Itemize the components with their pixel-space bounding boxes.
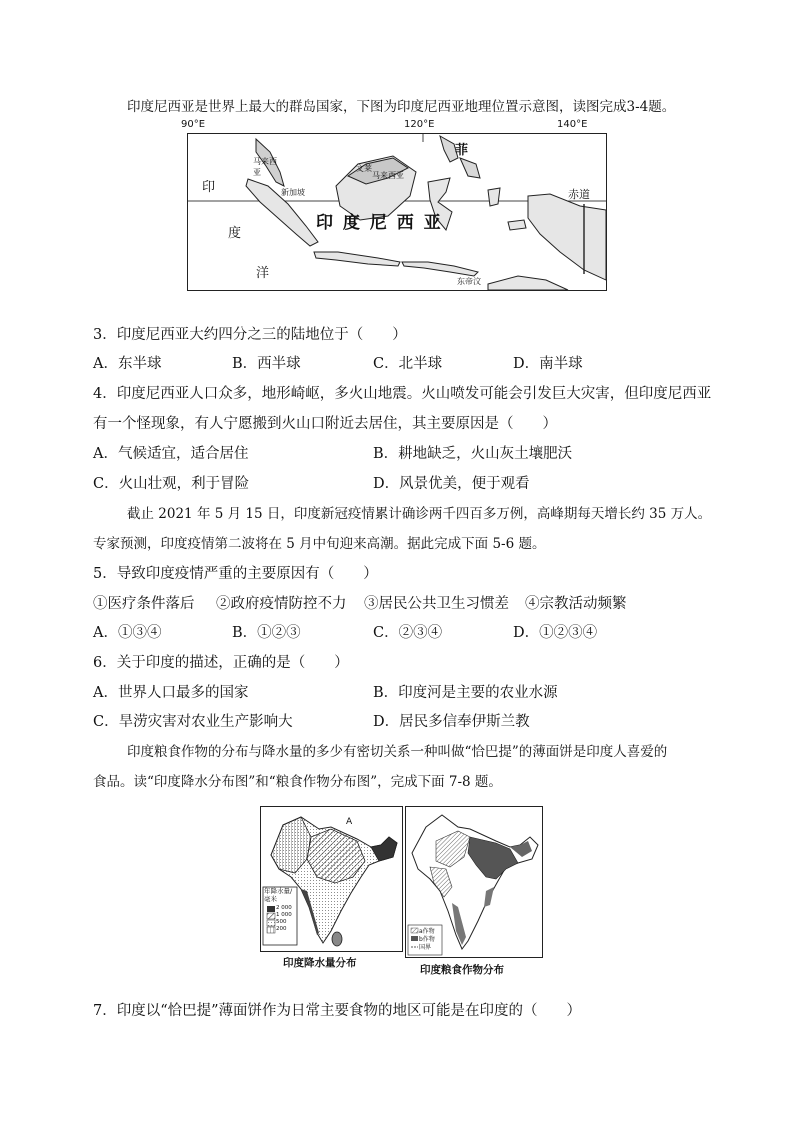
precip-legend-title: 年降水量/毫米 [264,887,293,903]
q6-option-b[interactable]: B．印度河是主要的农业水源 [373,685,558,701]
q4-option-c[interactable]: C．火山壮观，利于冒险 [93,476,250,492]
q3-option-b[interactable]: B．西半球 [232,356,301,372]
q5-item-4: ④宗教活动频繁 [525,596,627,612]
indonesia-label: 印 度 尼 西 亚 [316,213,443,233]
q4-option-d[interactable]: D．风景优美，便于观看 [373,476,530,492]
q5-option-a[interactable]: A．①③④ [93,625,162,641]
crop-map-caption: 印度粮食作物分布 [420,964,504,976]
q3-option-c[interactable]: C．北半球 [373,356,443,372]
intro-text-q3-4: 印度尼西亚是世界上最大的群岛国家，下图为印度尼西亚地理位置示意图，读图完成3-4题。 [127,99,676,115]
q5-item-1: ①医疗条件落后 [93,596,195,612]
lon-label-120: 120°E [404,119,435,130]
q3-stem: 3．印度尼西亚大约四分之三的陆地位于（ ） [93,327,407,343]
intro-text-q5-6-line2: 专家预测，印度疫情第二波将在 5 月中旬迎来高潮。据此完成下面 5-6 题。 [93,536,546,552]
ocean-char-3: 洋 [256,266,270,281]
q4-stem-line2: 有一个怪现象，有人宁愿搬到火山口附近去居住，其主要原因是（ ） [93,416,557,432]
intro-text-q5-6-line1: 截止 2021 年 5 月 15 日，印度新冠疫情累计确诊两千四百多万例，高峰期每天增长约 35 万人。 [127,506,712,522]
q6-option-d[interactable]: D．居民多信奉伊斯兰教 [373,714,530,730]
q4-option-b[interactable]: B．耕地缺乏，火山灰土壤肥沃 [373,446,573,462]
q5-option-c[interactable]: C．②③④ [373,625,443,641]
crop-legend-b: b作物 [419,936,435,943]
precipitation-map-caption: 印度降水量分布 [283,957,357,969]
q4-option-a[interactable]: A．气候适宜，适合居住 [93,446,249,462]
q5-item-2: ②政府疫情防控不力 [216,596,347,612]
lon-label-90: 90°E [181,119,206,130]
q5-item-3: ③居民公共卫生习惯差 [364,596,509,612]
q7-stem: 7．印度以“恰巴提”薄面饼作为日常主要食物的地区可能是在印度的（ ） [93,1003,582,1019]
ocean-char-2: 度 [228,226,242,241]
q3-option-d[interactable]: D．南半球 [513,356,583,372]
place-philippines: 菲 [455,143,469,158]
q5-option-b[interactable]: B．①②③ [232,625,301,641]
precip-label-a: A [346,817,353,827]
q3-option-a[interactable]: A．东半球 [93,356,162,372]
place-brunei: 文莱 [356,164,372,173]
q4-stem-line1: 4．印度尼西亚人口众多，地形崎岖，多火山地震。火山喷发可能会引发巨大灾害，但印度尼西亚 [93,386,712,402]
q6-option-a[interactable]: A．世界人口最多的国家 [93,685,249,701]
q6-option-c[interactable]: C．旱涝灾害对农业生产影响大 [93,714,293,730]
precip-legend-1000: 1 000 [276,912,292,918]
crop-legend-border: 国界 [419,944,432,951]
crop-legend-a: a作物 [419,928,435,935]
place-east-timor: 东帝汶 [457,277,481,286]
intro-text-q7-8-line1: 印度粮食作物的分布与降水量的多少有密切关系一种叫做“恰巴提”的薄面饼是印度人喜爱的 [127,744,668,760]
q5-stem: 5．导致印度疫情严重的主要原因有（ ） [93,566,378,582]
q5-option-d[interactable]: D．①②③④ [513,625,598,641]
precip-legend-200: 200 [276,926,287,932]
q6-stem: 6．关于印度的描述，正确的是（ ） [93,655,349,671]
place-malaysia-east: 马来西亚 [372,171,404,180]
ocean-char-1: 印 [202,180,216,195]
intro-text-q7-8-line2: 食品。读“印度降水分布图”和“粮食作物分布图”，完成下面 7-8 题。 [93,774,502,790]
lon-label-140: 140°E [557,119,588,130]
equator-label: 赤道 [568,188,590,201]
precip-legend-2000: 2 000 [276,905,292,911]
place-singapore: 新加坡 [281,188,305,197]
place-malaysia-west: 马来西亚 [253,157,277,177]
precip-legend-500: 500 [276,919,287,925]
